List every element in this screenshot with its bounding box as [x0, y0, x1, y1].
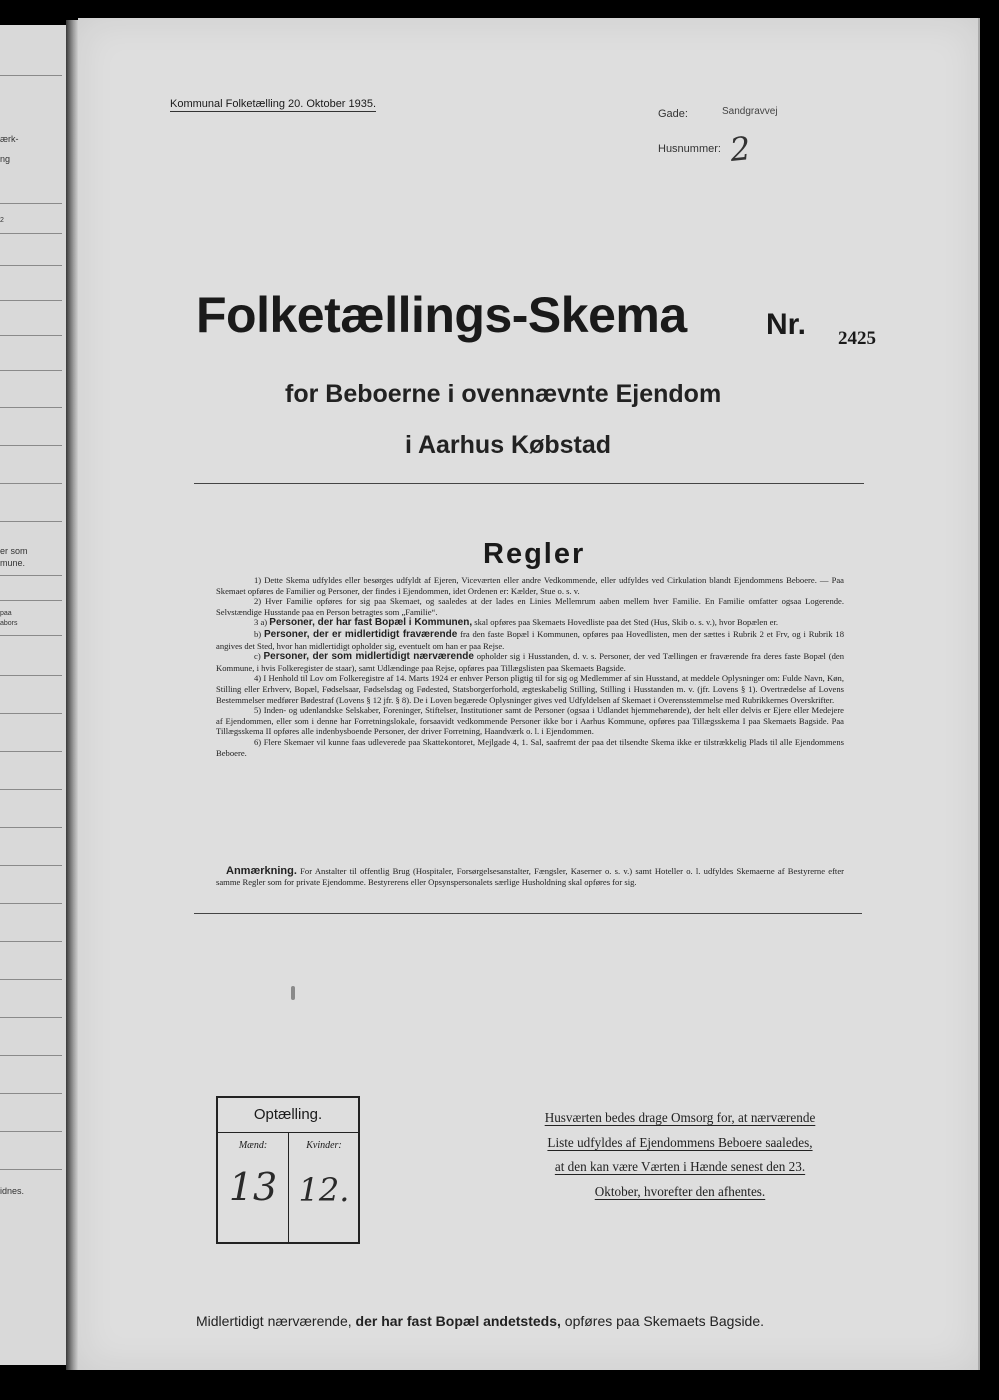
- left-page-rule: [0, 941, 62, 942]
- rules-text: [216, 575, 844, 758]
- count-box: [216, 1096, 360, 1244]
- divider: [194, 913, 862, 914]
- left-page-rule: [0, 300, 62, 301]
- rule-1: 1) Dette Skema udfyldes eller besørges udfyldt af Ejeren, Viceværten eller andre Vedkommende, eller udfyldes ved Cirkulation blandt Ejendommens Beboere. — Paa Skemaet opføres de Familier og Personer, der findes i Ejendommen, idet Ordenen er: Kælder, Stue o. s. v.: [216, 575, 844, 596]
- street-value: Sandgravvej: [722, 106, 778, 117]
- left-page-rule: [0, 635, 62, 636]
- left-page-edge: [0, 25, 67, 1365]
- left-page-rule: [0, 370, 62, 371]
- left-page-rule: [0, 203, 62, 204]
- left-page-rule: [0, 751, 62, 752]
- form-number-label: Nr.: [766, 308, 807, 341]
- left-page-rule: [0, 675, 62, 676]
- house-number-value: 2: [728, 129, 753, 169]
- left-page-rule: [0, 827, 62, 828]
- left-page-rule: [0, 575, 62, 576]
- left-page-rule: [0, 521, 62, 522]
- left-page-fragment: idnes.: [0, 1186, 25, 1196]
- remark: [216, 866, 844, 888]
- left-page-rule: [0, 1131, 62, 1132]
- left-page-fragment: paa: [0, 610, 12, 617]
- notice-line: Liste udfyldes af Ejendommens Beboere saaledes,: [547, 1134, 813, 1150]
- rules-heading: Regler: [483, 538, 586, 570]
- count-women-value: 12.: [298, 1171, 350, 1209]
- left-page-rule: [0, 335, 62, 336]
- left-page-rule: [0, 979, 62, 980]
- left-page-rule: [0, 1093, 62, 1094]
- notice-line: Husværten bedes drage Omsorg for, at nærværende: [544, 1110, 816, 1125]
- left-page-fragment: mune.: [0, 558, 26, 568]
- rule-6: 6) Flere Skemaer vil kunne faas udleverede paa Skattekontoret, Mejlgade 4, 1. Sal, saafremt der paa det tilsendte Skema ikke er tilstrækkelig Plads til alle Ejendommens Beboere.: [216, 736, 844, 758]
- left-page-fragment: ærk-: [0, 134, 19, 144]
- left-page-rule: [0, 1017, 62, 1018]
- remark-text: For Anstalter til offentlig Brug (Hospitaler, Forsørgelsesanstalter, Fængsler, Kaserner o. s. v.) samt Hoteller o. l. udfyldes Skemaerne af Bestyrerne efter samme Regler som for private Ejendomme. Bestyrerens eller Opsynspersonalets særlige Husholdning skal opføres for sig.: [216, 866, 844, 887]
- paper-speck: [291, 986, 295, 1000]
- left-page-rule: [0, 600, 62, 601]
- form-number-value: 2425: [838, 328, 876, 349]
- left-page-rule: [0, 75, 62, 76]
- form-subtitle: for Beboerne i ovennævnte Ejendom: [285, 380, 722, 408]
- left-page-fragment: er som: [0, 546, 28, 556]
- left-page-rule: [0, 713, 62, 714]
- left-page-fragment: 2: [0, 217, 4, 224]
- count-men-label: Mænd:: [238, 1140, 268, 1151]
- notice-line: at den kan være Værten i Hænde senest den 23.: [554, 1159, 806, 1174]
- landlord-notice: [510, 1106, 850, 1204]
- house-number-label: Husnummer:: [658, 143, 721, 155]
- remark-label: Anmærkning.: [226, 865, 297, 877]
- footer-note: Midlertidigt nærværende, der har fast Bopæl andetsteds, opføres paa Skemaets Bagside.: [196, 1313, 765, 1329]
- left-page-rule: [0, 903, 62, 904]
- divider: [194, 483, 864, 484]
- form-subtitle-city: i Aarhus Købstad: [405, 431, 612, 459]
- rule-3a: 3 a) Personer, der har fast Bopæl i Kommunen, skal opføres paa Skemaets Hovedliste paa det Sted (Hus, Skib o. s. v.), hvor Bopælen er.: [254, 617, 779, 629]
- left-page-rule: [0, 407, 62, 408]
- left-page-fragment: ng: [0, 154, 11, 164]
- left-page-rule: [0, 789, 62, 790]
- count-women-column: [289, 1133, 359, 1242]
- rule-2: 2) Hver Familie opføres for sig paa Skemaet, og saaledes at der lades en Linies Mellemrum aaben mellem hver Familie. En Familie omfatter ogsaa Logerende. Selvstændige Husstande paa en Person betragtes som „Familie“.: [216, 596, 844, 617]
- left-page-rule: [0, 1169, 62, 1170]
- left-page-rule: [0, 483, 62, 484]
- count-women-label: Kvinder:: [306, 1140, 342, 1151]
- rule-5: 5) Inden- og udenlandske Selskaber, Foreninger, Stiftelser, Institutioner samt de Personer (ogsaa i Udlandet hjemmehørende), der helt eller delvis er Ejere eller Medejere af Ejendommen, eller som i denne har Forretningslokale, forsaavidt vedkommende Personer ikke bor i Aarhus Kommune, opføres paa Tillægsskema I paa Skemaets Bagside. Paa Tillægsskema II opføres alle indenbysboende Personer, der driver Forretning, Haandværk o. l. i Ejendommen.: [216, 705, 844, 737]
- left-page-rule: [0, 865, 62, 866]
- count-men-column: [218, 1133, 289, 1242]
- form-title: Folketællings-Skema: [196, 287, 687, 343]
- rule-4: 4) I Henhold til Lov om Folkeregistre af 14. Marts 1924 er enhver Person pligtig til for sig og Medlemmer af sin Husstand, at meddele Oplysninger om: Fulde Navn, Køn, Stilling eller Erhverv, Bopæl, Fødselsaar, Fødselsdag og Fødested, Statsborgerforhold, ægteskabelig Stilling, Stilling i Husstanden m. v. (jfr. Lovens § 1). Overtrædelse af Lovens Bestemmelser medfører Bødestraf (Lovens § 12 jfr. § 8). De i Loven begærede Oplysninger gives ved Udfyldelsen af Skemaet i Overensstemmelse med Rubrikkernes Overskrifter.: [216, 673, 844, 705]
- census-heading: Kommunal Folketælling 20. Oktober 1935.: [170, 98, 377, 110]
- left-page-rule: [0, 233, 62, 234]
- street-label: Gade:: [658, 108, 688, 120]
- notice-line: Oktober, hvorefter den afhentes.: [594, 1183, 766, 1199]
- book-gutter: [66, 20, 78, 1370]
- count-men-value: 13: [228, 1165, 278, 1209]
- rule-3c: c) Personer, der som midlertidigt nærværende opholder sig i Husstanden, d. v. s. Personer, der ved Tællingen er fraværende fra deres faste Bopæl (den Kommune, i hvis Folkeregister de staar), samt Udlændinge paa Rejse, opføres paa Tillægslisten paa Skemaets Bagside.: [216, 651, 844, 673]
- census-form-page: [78, 18, 980, 1370]
- left-page-rule: [0, 265, 62, 266]
- left-page-fragment: abors: [0, 620, 18, 627]
- left-page-rule: [0, 1055, 62, 1056]
- left-page-rule: [0, 445, 62, 446]
- rule-3b: b) Personer, der er midlertidigt fraværende fra den faste Bopæl i Kommunen, opføres paa Hovedlisten, men der sættes i Rubrik 2 et Frv, og i Rubrik 18 angives det Sted, hvor han midlertidigt opholder sig, eventuelt om han er paa Rejse.: [216, 628, 844, 651]
- count-box-title: Optælling.: [218, 1098, 358, 1133]
